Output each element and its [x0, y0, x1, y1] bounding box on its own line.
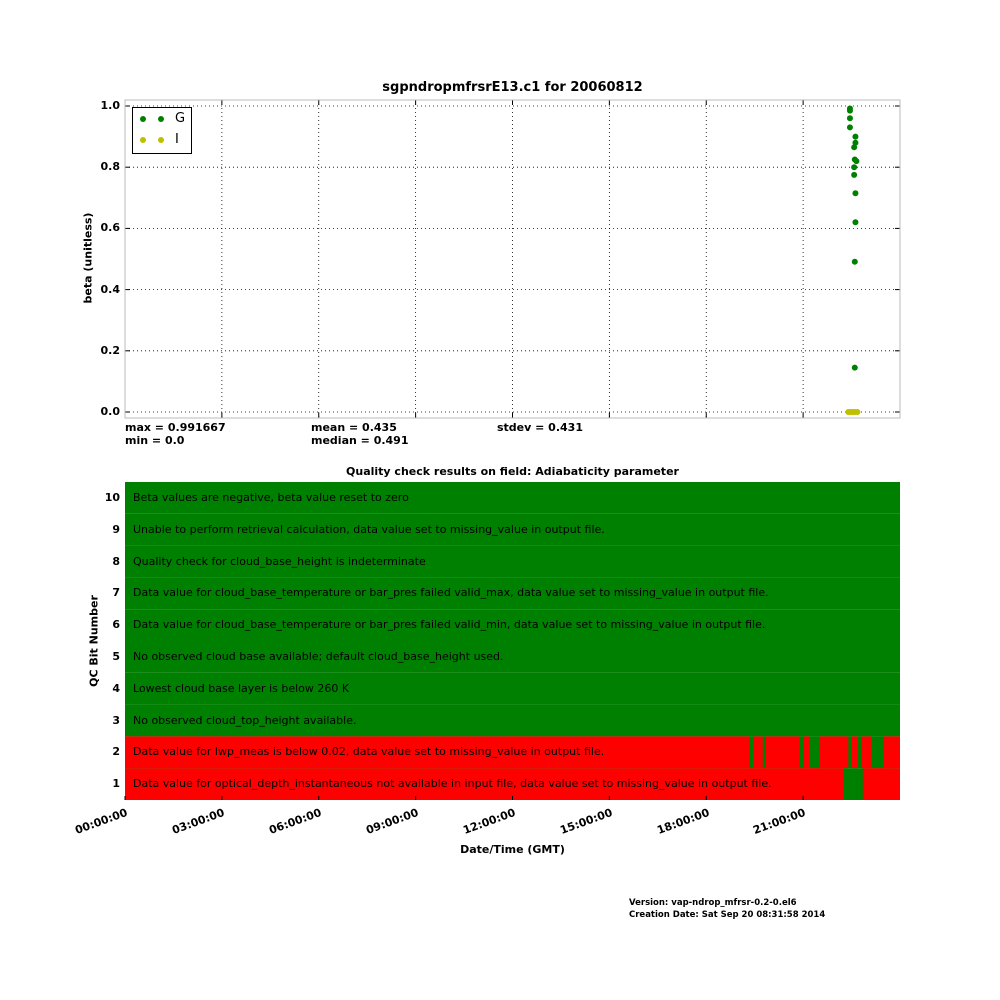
legend-label-i: I — [175, 132, 179, 147]
qc-fail-interval — [819, 736, 848, 768]
stat-min: min = 0.0 — [125, 434, 185, 447]
qc-bit-number: 8 — [112, 554, 120, 568]
qc-fail-interval — [803, 736, 809, 768]
legend-label-g: G — [175, 111, 186, 126]
qc-bit-label: Data value for optical_depth_instantaneous not available in input file, data value set to missing_value in output file. — [133, 777, 772, 791]
qc-x-tick-label: 12:00:00 — [461, 806, 517, 837]
qc-chart-title: Quality check results on field: Adiabaticity parameter — [346, 465, 679, 478]
qc-bit-number: 2 — [112, 745, 120, 759]
qc-fail-interval — [753, 736, 763, 768]
qc-bit-label: No observed cloud base available; default cloud_base_height used. — [133, 649, 504, 663]
scatter-chart-title: sgpndropmfrsrE13.c1 for 20060812 — [382, 80, 643, 95]
qc-fail-interval — [852, 736, 858, 768]
scatter-y-tick-label: 0.2 — [100, 343, 120, 357]
qc-bit-number: 4 — [112, 681, 120, 695]
qc-bit-label: Unable to perform retrieval calculation, data value set to missing_value in output file. — [133, 522, 605, 536]
stat-mean: mean = 0.435 — [311, 421, 397, 434]
qc-fail-interval — [766, 736, 800, 768]
qc-bit-label: No observed cloud_top_height available. — [133, 713, 357, 727]
footer-creation-date: Creation Date: Sat Sep 20 08:31:58 2014 — [629, 910, 826, 920]
qc-x-tick-label: 00:00:00 — [73, 806, 130, 837]
scatter-y-tick-label: 0.4 — [100, 282, 120, 296]
qc-bit-number: 10 — [104, 490, 120, 504]
scatter-y-tick-label: 0.6 — [100, 221, 120, 235]
qc-bit-number: 7 — [112, 586, 120, 600]
qc-x-tick-label: 06:00:00 — [267, 806, 324, 837]
scatter-y-tick-label: 0.8 — [100, 160, 120, 174]
qc-bit-label: Lowest cloud base layer is below 260 K — [133, 681, 350, 695]
qc-x-tick-label: 09:00:00 — [364, 806, 421, 837]
qc-bit-label: Data value for cloud_base_temperature or bar_pres failed valid_max, data value set to missing_value in output file. — [133, 586, 769, 600]
scatter-y-tick-label: 0.0 — [100, 405, 120, 418]
scatter-y-tick-label: 1.0 — [100, 99, 120, 112]
qc-bit-label: Quality check for cloud_base_height is indeterminate — [133, 554, 426, 568]
qc-bit-label: Data value for cloud_base_temperature or bar_pres failed valid_min, data value set to missing_value in output file. — [133, 618, 766, 632]
qc-bit-label: Beta values are negative, beta value reset to zero — [133, 490, 409, 504]
footer-version: Version: vap-ndrop_mfrsr-0.2-0.el6 — [629, 898, 797, 908]
stat-median: median = 0.491 — [311, 434, 409, 447]
qc-fail-interval — [863, 768, 900, 800]
qc-bit-number: 9 — [112, 522, 120, 536]
qc-x-axis-label: Date/Time (GMT) — [460, 843, 565, 856]
qc-bit-number: 1 — [112, 777, 120, 791]
qc-y-axis-label: QC Bit Number — [87, 595, 101, 687]
qc-x-tick-label: 15:00:00 — [557, 806, 614, 837]
qc-bit-number: 3 — [112, 713, 120, 727]
qc-x-tick-label: 18:00:00 — [654, 806, 711, 837]
qc-x-tick-label: 21:00:00 — [751, 806, 808, 837]
qc-bit-number: 6 — [112, 618, 120, 632]
stat-stdev: stdev = 0.431 — [497, 421, 583, 434]
qc-fail-interval — [884, 736, 900, 768]
scatter-y-axis-label: beta (unitless) — [81, 212, 95, 304]
qc-fail-interval — [861, 736, 871, 768]
qc-x-tick-label: 03:00:00 — [170, 806, 227, 837]
qc-bit-number: 5 — [112, 649, 120, 663]
stat-max: max = 0.991667 — [125, 421, 226, 434]
qc-bit-label: Data value for lwp_meas is below 0.02, data value set to missing_value in output file. — [133, 745, 605, 759]
